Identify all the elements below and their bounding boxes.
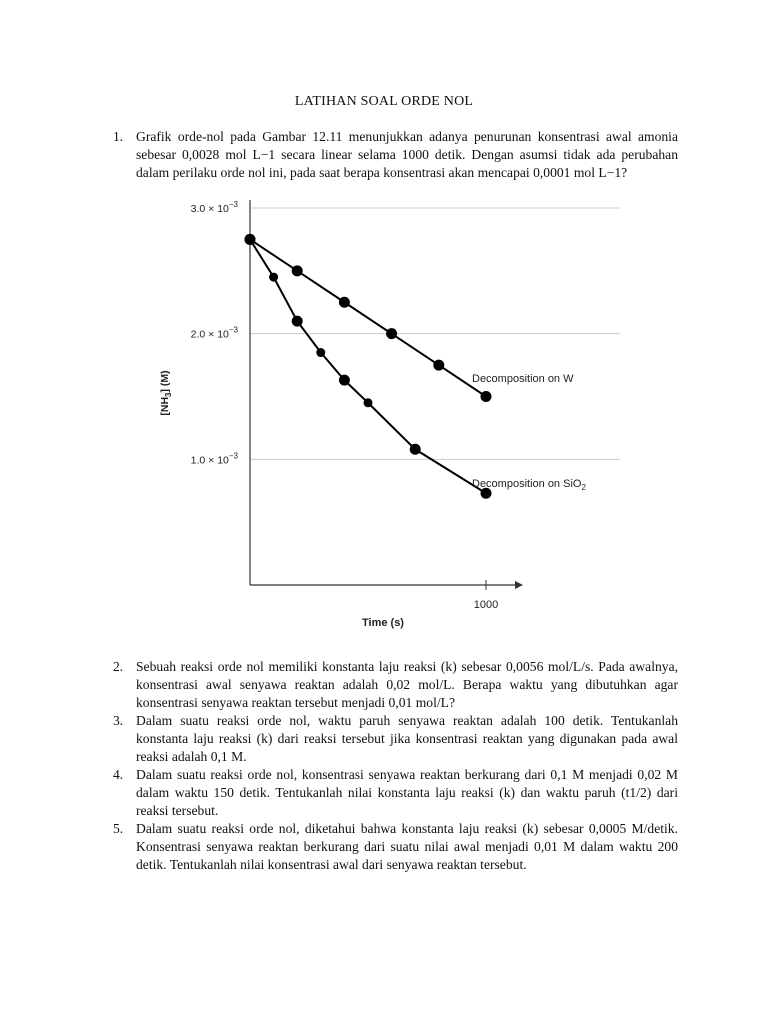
series-line	[250, 239, 486, 396]
data-point	[410, 444, 421, 455]
question-3	[113, 712, 678, 766]
data-point	[364, 398, 373, 407]
y-tick-label: $2.0 \times 10^{-3}$	[190, 325, 238, 341]
question-1	[113, 128, 678, 182]
question-text: Grafik orde-nol pada Gambar 12.11 menunjukkan adanya penurunan konsentrasi awal amonia sebesar 0,0028 mol L−1 secara linear selama 1000 detik. Dengan asumsi tidak ada perubahan dalam perilaku orde nol ini, pada saat berapa konsentrasi akan mencapai 0,0001 mol L−1?	[136, 129, 678, 180]
question-number: 5.	[113, 821, 124, 836]
series-label: Decomposition on SiO$_2$	[472, 478, 586, 492]
data-point	[269, 273, 278, 282]
question-number: 1.	[113, 129, 124, 144]
data-point	[292, 316, 303, 327]
question-text: Sebuah reaksi orde nol memiliki konstanta laju reaksi (k) sebesar 0,0056 mol/L/s. Pada awalnya, konsentrasi awal senyawa reaktan adalah 0,02 mol/L. Berapa waktu yang dibutuhkan agar konsentrasi senyawa reaktan tersebut menjadi 0,01 mol/L?	[136, 659, 678, 710]
question-text: Dalam suatu reaksi orde nol, diketahui bahwa konstanta laju reaksi (k) sebesar 0,0005 M/detik. Konsentrasi senyawa reaktan berkurang dari suatu nilai awal menjadi 0,01 M dalam waktu 200 detik. Tentukanlah nilai konsentrasi awal dari senyawa reaktan tersebut.	[136, 821, 678, 872]
data-point	[316, 348, 325, 357]
question-number: 3.	[113, 713, 124, 728]
question-5	[113, 820, 678, 874]
question-4	[113, 766, 678, 820]
y-tick-label: $3.0 \times 10^{-3}$	[190, 200, 238, 215]
chart-svg	[150, 195, 620, 635]
series-label: Decomposition on W	[472, 373, 574, 385]
data-point	[339, 375, 350, 386]
x-axis-label: Time (s)	[362, 617, 404, 629]
y-axis-label: $[NH_3]$ (M)	[159, 370, 173, 416]
data-point	[481, 391, 492, 402]
series-line	[250, 239, 486, 493]
question-text: Dalam suatu reaksi orde nol, waktu paruh senyawa reaktan adalah 100 detik. Tentukanlah konstanta laju reaksi (k) dari reaksi tersebut jika konsentrasi reaktan yang digunakan pada awal reaksi adalah 0,1 M.	[136, 713, 678, 764]
data-point	[433, 360, 444, 371]
x-axis-arrow	[515, 581, 523, 589]
data-point	[245, 234, 256, 245]
question-number: 2.	[113, 659, 124, 674]
question-number: 4.	[113, 767, 124, 782]
question-2	[113, 658, 678, 712]
concentration-time-chart	[150, 195, 620, 635]
data-point	[292, 265, 303, 276]
data-point	[386, 328, 397, 339]
data-point	[339, 297, 350, 308]
x-tick-label: 1000	[473, 599, 499, 611]
y-tick-label: $1.0 \times 10^{-3}$	[190, 451, 238, 467]
document-title: LATIHAN SOAL ORDE NOL	[294, 94, 474, 109]
question-text: Dalam suatu reaksi orde nol, konsentrasi senyawa reaktan berkurang dari 0,1 M menjadi 0,02 M dalam waktu 150 detik. Tentukanlah nilai konstanta laju reaksi (k) dan waktu paruh (t1/2) dari reaksi tersebut.	[136, 767, 678, 818]
